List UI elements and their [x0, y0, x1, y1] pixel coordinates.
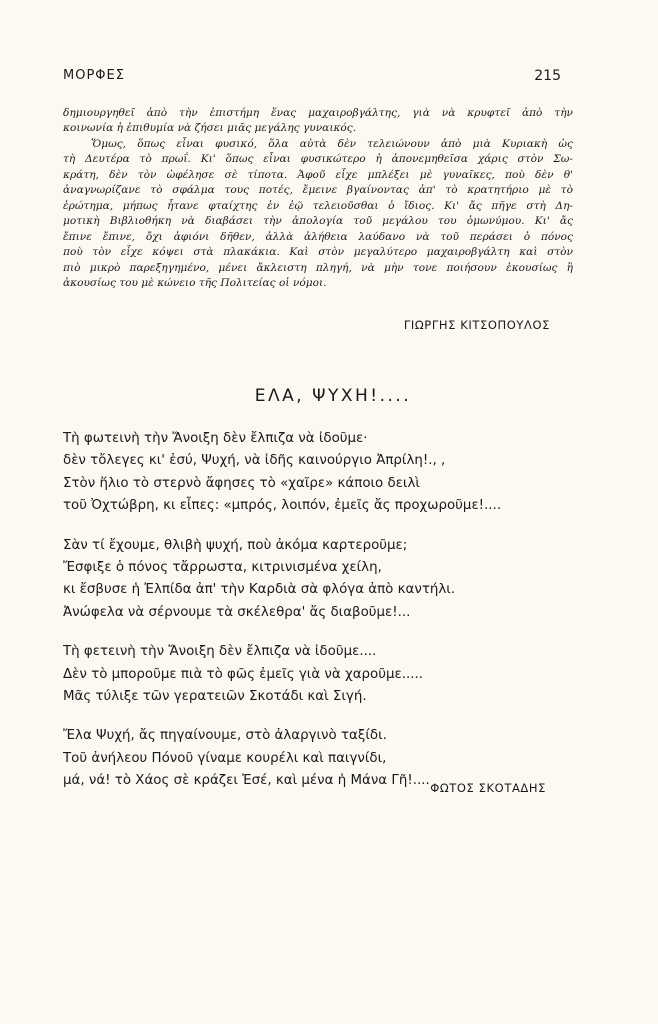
- prose-line: τὴ Δευτέρα τὸ πρωΐ. Κι' ὅπως εἶναι φυσικώτερο ἡ ἀπονεμηθεῖσα χάρις στὸν Σω-: [63, 153, 573, 166]
- prose-line: δημιουργηθεῖ ἀπὸ τὴν ἐπιστήμη ἕνας μαχαιροβγάλτης, γιὰ νὰ κρυφτεῖ ἀπὸ τὴν: [63, 107, 573, 119]
- poem-line: κι ἔσβυσε ἡ Ἐλπίδα ἀπ' τὴν Καρδιὰ σὰ φλόγα ἀπὸ καντήλι.: [63, 582, 456, 598]
- stanza-break: [63, 624, 583, 641]
- running-head: [63, 68, 561, 88]
- poem-stanza: [63, 428, 583, 518]
- poem-line: Ἀνώφελα νὰ σέρνουμε τὰ σκέλεθρα' ἄς διαβοῦμε!...: [63, 604, 411, 620]
- prose-line: ἀκουσίως του μὲ κώνειο τῆς Πολιτείας οἱ νόμοι.: [63, 276, 327, 289]
- poem-body: [63, 428, 583, 792]
- poem-line: Δὲν τὸ μποροῦμε πιὰ τὸ φῶς ἐμεῖς γιὰ νὰ χαροῦμε.....: [63, 666, 424, 682]
- poem-line: δὲν τὄλεγες κι' ἐσύ, Ψυχή, νὰ ἰδῆς καινούργιο Ἀπρίλη!., ,: [63, 453, 446, 469]
- poem-line: Τὴ φωτεινὴ τὴν Ἄνοιξη δὲν ἔλπιζα νὰ ἰδοῦμε·: [63, 431, 368, 446]
- poem-line: τοῦ Ὀχτώβρη, κι εἶπες: «μπρός, λοιπόν, ἐμεῖς ἄς προχωροῦμε!....: [63, 498, 502, 514]
- poem-line: μά, νά! τὸ Χάος σὲ κράζει Ἐσέ, καὶ μένα ἡ Μάνα Γῆ!....: [63, 773, 430, 789]
- prose-line: ἀναγνωρίζανε τὸ σφάλμα τους ποτές, ἔμεινε βγαίνοντας ἀπ' τὸ κρατητήριο μὲ τὸ: [63, 184, 573, 197]
- poem-line: Τὴ φετεινὴ τὴν Ἄνοιξη δὲν ἔλπιζα νὰ ἰδοῦμε....: [63, 644, 377, 660]
- prose-line: πιὸ μικρὸ παρεξηγημένο, μένει ἄκλειστη πληγή, νὰ μὴν τονε ποιήσουν ἑκουσίως ἢ: [63, 261, 573, 274]
- prose-line: ἔπινε ἔπινε, ὄχι ἀφιόνι δῆθεν, ἀλλὰ ἀλήθεια λαύδανο νὰ τοῦ περάσει ὁ πόνος: [63, 230, 573, 243]
- poem-title: ΕΛΑ, ΨΥΧΗ!....: [254, 386, 412, 406]
- poem-line: Σὰν τί ἔχουμε, θλιβὴ ψυχή, ποὺ ἀκόμα καρτεροῦμε;: [63, 537, 408, 553]
- stanza-break: [63, 708, 583, 725]
- poem-line: Τοῦ ἀνήλεου Πόνοῦ γίναμε κουρέλι καὶ παιγνίδι,: [63, 750, 387, 766]
- prose-author-signature: ΓΙΩΡΓΗΣ ΚΙΤΣΟΠΟΥΛΟΣ: [403, 318, 550, 332]
- prose-line: μοτικὴ Βιβλιοθήκη νὰ διαβάσει τὴν ἀπολογία τοῦ μεγάλου του ὁμωνύμου. Κι' ἄς: [63, 215, 573, 228]
- prose-text: [63, 106, 573, 291]
- poem-line: Μᾶς τύλιξε τῶν γερατειῶν Σκοτάδι καὶ Σιγή.: [63, 688, 367, 704]
- prose-line: ἐρώτημα, μήπως ἦτανε φταίχτης ἐν ἐῷ τελειοῦσθαι ὁ ἴδιος. Κι' ἄς πῆγε στὴ Δη-: [63, 199, 573, 212]
- poem-line: Στὸν ἥλιο τὸ στερνὸ ἄφησες τὸ «χαῖρε» κάποιο δειλὶ: [63, 475, 420, 491]
- stanza-break: [63, 518, 583, 535]
- poem-line: Ἔσφιξε ὁ πόνος τἄρρωστα, κιτρινισμένα χείλη,: [63, 559, 382, 575]
- page-number: 215: [534, 68, 561, 84]
- journal-title: ΜΟΡΦΕΣ: [63, 68, 125, 83]
- poem-stanza: [63, 535, 583, 625]
- prose-line: κράτη, δὲν τὸν ὠφέλησε σὲ τίποτα. Ἀφοῦ εἶχε μπλέξει μὲ γυναῖκες, ποὺ δὲν θ': [63, 168, 573, 181]
- prose-line: Ὅμως, ὅπως εἶναι φυσικό, ὅλα αὐτὰ δὲν τελειώνουν ἀπὸ μιὰ Κυριακὴ ὡς: [91, 137, 573, 150]
- prose-line: ποὺ τὸν εἶχε κόψει στὰ πλακάκια. Καὶ στὸν μεγαλύτερο μαχαιροβγάλτη καὶ στὸν: [63, 246, 573, 259]
- poem-line: Ἔλα Ψυχή, ἄς πηγαίνουμε, στὸ ἀλαργινὸ ταξίδι.: [63, 728, 387, 744]
- poem-author-signature: ΦΩΤΟΣ ΣΚΟΤΑΔΗΣ: [430, 781, 546, 795]
- poem-stanza: [63, 641, 583, 708]
- prose-line: κοινωνία ἡ ἐπιθυμία νὰ ζήσει μιᾶς μεγάλης γυναικός.: [63, 122, 357, 135]
